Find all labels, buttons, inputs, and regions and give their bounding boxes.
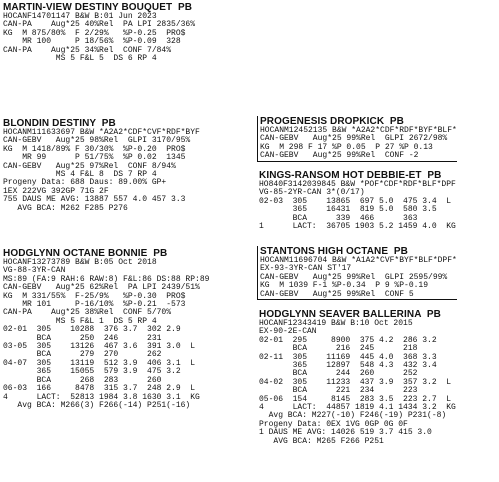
animal-line: HO840F3142039845 B&W *POF*CDF*RDF*BLF*DPF bbox=[259, 180, 456, 189]
animal-line: 04-02 305 11233 437 3.9 357 3.2 L bbox=[259, 377, 452, 387]
animal-name: STANTONS HIGH OCTANE PB bbox=[260, 246, 408, 257]
animal-line: 1EX 222VG 392GP 71G 2F bbox=[3, 186, 109, 196]
animal-line: MR 99 P 51/75% %P 0.02 1345 bbox=[3, 153, 186, 163]
animal-line: MS 5 F&L 5 DS 6 RP 4 bbox=[3, 54, 157, 64]
animal-line: BCA 216 245 218 bbox=[259, 344, 418, 354]
animal-line: VG-88-3YR-CAN bbox=[3, 266, 66, 276]
animal-line: 4 LACT: 52813 1984 3.8 1630 3.1 KG bbox=[3, 392, 200, 402]
animal-line: BCA 268 283 260 bbox=[3, 375, 162, 385]
animal-line: 1 DAUS ME AVG: 14026 519 3.7 415 3.0 bbox=[259, 428, 432, 438]
animal-kings-ransom-hot-debbie bbox=[259, 170, 456, 231]
animal-name: KINGS-RANSOM HOT DEBBIE-ET PB bbox=[259, 170, 442, 181]
animal-line: Progeny Data: 0EX 1VG 0GP 0G 0F bbox=[259, 419, 408, 429]
animal-name: HODGLYNN SEAVER BALLERINA PB bbox=[259, 309, 441, 320]
animal-line: 4 LACT: 44857 1819 4.1 1434 3.2 KG bbox=[259, 403, 456, 413]
animal-line: AVG BCA: M262 F285 P276 bbox=[3, 203, 128, 213]
animal-hodglynn-seaver-ballerina bbox=[259, 309, 456, 446]
animal-line: 04-07 305 13119 512 3.9 406 3.1 L bbox=[3, 358, 196, 368]
animal-hodglynn-octane-bonnie bbox=[3, 248, 209, 410]
animal-line: EX-90-2E-CAN bbox=[259, 327, 317, 337]
animal-line: BCA 250 246 231 bbox=[3, 333, 162, 343]
animal-line: BCA 221 234 223 bbox=[259, 386, 418, 396]
animal-line: AVG BCA: M265 F266 P251 bbox=[259, 436, 384, 446]
animal-progenesis-dropkick bbox=[257, 116, 457, 162]
animal-line: 03-05 305 13126 467 3.6 391 3.0 L bbox=[3, 342, 196, 352]
animal-line: CAN-GEBV Aug*25 99%Rel CONF 5 bbox=[260, 289, 414, 299]
animal-line: 02-01 295 8900 375 4.2 286 3.2 bbox=[259, 335, 437, 345]
animal-line: HOCANF12343419 B&W B:10 Oct 2015 bbox=[259, 319, 413, 328]
animal-line: 755 DAUS ME AVG: 13887 557 4.0 457 3.3 bbox=[3, 195, 186, 205]
animal-line: MS 5 F&L 1 DS 5 RP 4 bbox=[3, 316, 157, 326]
animal-line: CAN-PA Aug*25 38%Rel CONF 5/70% bbox=[3, 308, 172, 318]
animal-line: CAN-PA Aug*25 34%Rel CONF 7/84% bbox=[3, 45, 172, 55]
animal-line: KG M 1418/89% F 30/30% %P-0.20 PRO$ bbox=[3, 144, 186, 154]
animal-name: PROGENESIS DROPKICK PB bbox=[260, 116, 404, 127]
animal-line: 365 15055 579 3.9 475 3.2 bbox=[3, 367, 181, 377]
animal-blondin-destiny bbox=[3, 118, 200, 213]
animal-line: MR 101 P-16/10% %P-0.21 -573 bbox=[3, 300, 186, 310]
animal-line: Avg BCA: M266(3) F266(-14) P251(-16) bbox=[3, 400, 191, 410]
animal-line: CAN-GEBV Aug*25 99%Rel CONF -2 bbox=[260, 151, 419, 161]
animal-line: Progeny Data: 688 Daus: 89.00% GP+ bbox=[3, 178, 167, 188]
animal-line: 02-11 305 11169 445 4.0 368 3.3 bbox=[259, 352, 437, 362]
animal-line: CAN-GEBV Aug*25 97%Rel CONF 8/94% bbox=[3, 161, 176, 171]
animal-line: 02-01 305 10288 376 3.7 302 2.9 bbox=[3, 325, 181, 335]
animal-name: MARTIN-VIEW DESTINY BOUQUET PB bbox=[3, 2, 193, 13]
animal-line: HOCANM111633697 B&W *A2A2*CDF*CVF*RDF*BYF bbox=[3, 128, 200, 137]
animal-line: KG M 1039 F-1 %P-0.34 P 9 %P-0.19 bbox=[260, 281, 429, 291]
animal-line: CAN-PA Aug*25 40%Rel PA LPI 2835/36% bbox=[3, 20, 196, 30]
animal-line: KG M 298 F 17 %P 0.05 P 27 %P 0.13 bbox=[260, 142, 433, 152]
animal-line: CAN-GEBV Aug*25 99%Rel GLPI 2672/98% bbox=[260, 134, 448, 144]
animal-line: 02-03 305 13865 697 5.0 475 3.4 L bbox=[259, 196, 452, 206]
animal-line: CAN-GEBV Aug*25 98%Rel GLPI 3170/95% bbox=[3, 136, 191, 146]
animal-name: BLONDIN DESTINY PB bbox=[3, 118, 116, 129]
animal-line: 365 12897 548 4.3 432 3.4 bbox=[259, 361, 437, 371]
animal-line: HOCANF14701147 B&W B:01 Jun 2023 bbox=[3, 12, 157, 21]
animal-martin-view-destiny-bouquet bbox=[3, 2, 195, 63]
animal-line: 365 16431 819 5.0 580 3.5 bbox=[259, 205, 437, 215]
animal-name: HODGLYNN OCTANE BONNIE PB bbox=[3, 248, 168, 259]
animal-line: HOCANM11696704 B&W *A1A2*CVF*BYF*BLF*DPF* bbox=[260, 256, 457, 265]
animal-line: HOCANF13273789 B&W B:05 Oct 2018 bbox=[3, 258, 157, 267]
animal-line: 05-06 154 8145 283 3.5 223 2.7 L bbox=[259, 394, 452, 404]
animal-line: CAN-GEBV Aug*25 62%Rel PA LPI 2439/51% bbox=[3, 283, 200, 293]
animal-line: MS:89 (FA:9 RAH:6 RAW:8) F&L:86 DS:88 RP:89 bbox=[3, 274, 210, 284]
animal-line: Avg BCA: M227(-10) F246(-19) P231(-8) bbox=[259, 411, 447, 421]
animal-line: BCA 244 260 252 bbox=[259, 369, 418, 379]
animal-line: KG M 331/55% F-25/9% %P-0.30 PRO$ bbox=[3, 291, 186, 301]
animal-stantons-high-octane bbox=[257, 246, 457, 300]
animal-line: BCA 279 270 262 bbox=[3, 350, 162, 360]
animal-line: 1 LACT: 36705 1903 5.2 1459 4.0 KG bbox=[259, 222, 456, 232]
animal-line: 06-03 166 8478 315 3.7 248 2.9 L bbox=[3, 384, 196, 394]
animal-line: BCA 339 466 363 bbox=[259, 213, 418, 223]
animal-line: VG-85-2YR-CAN 3*(0/17) bbox=[259, 188, 365, 198]
animal-line: MR 100 P 18/56% %P-0.09 328 bbox=[3, 37, 181, 47]
animal-line: MS 4 F&L 8 DS 7 RP 4 bbox=[3, 170, 157, 180]
animal-line: HOCANM12452135 B&W *A2A2*CDF*RDF*BYF*BLF* bbox=[260, 126, 457, 135]
animal-line: CAN-GEBV Aug*25 99%Rel GLPI 2595/99% bbox=[260, 272, 448, 282]
animal-line: KG M 875/80% F 2/29% %P-0.25 PRO$ bbox=[3, 28, 186, 38]
animal-line: EX-93-3YR-CAN ST'17 bbox=[260, 264, 352, 274]
